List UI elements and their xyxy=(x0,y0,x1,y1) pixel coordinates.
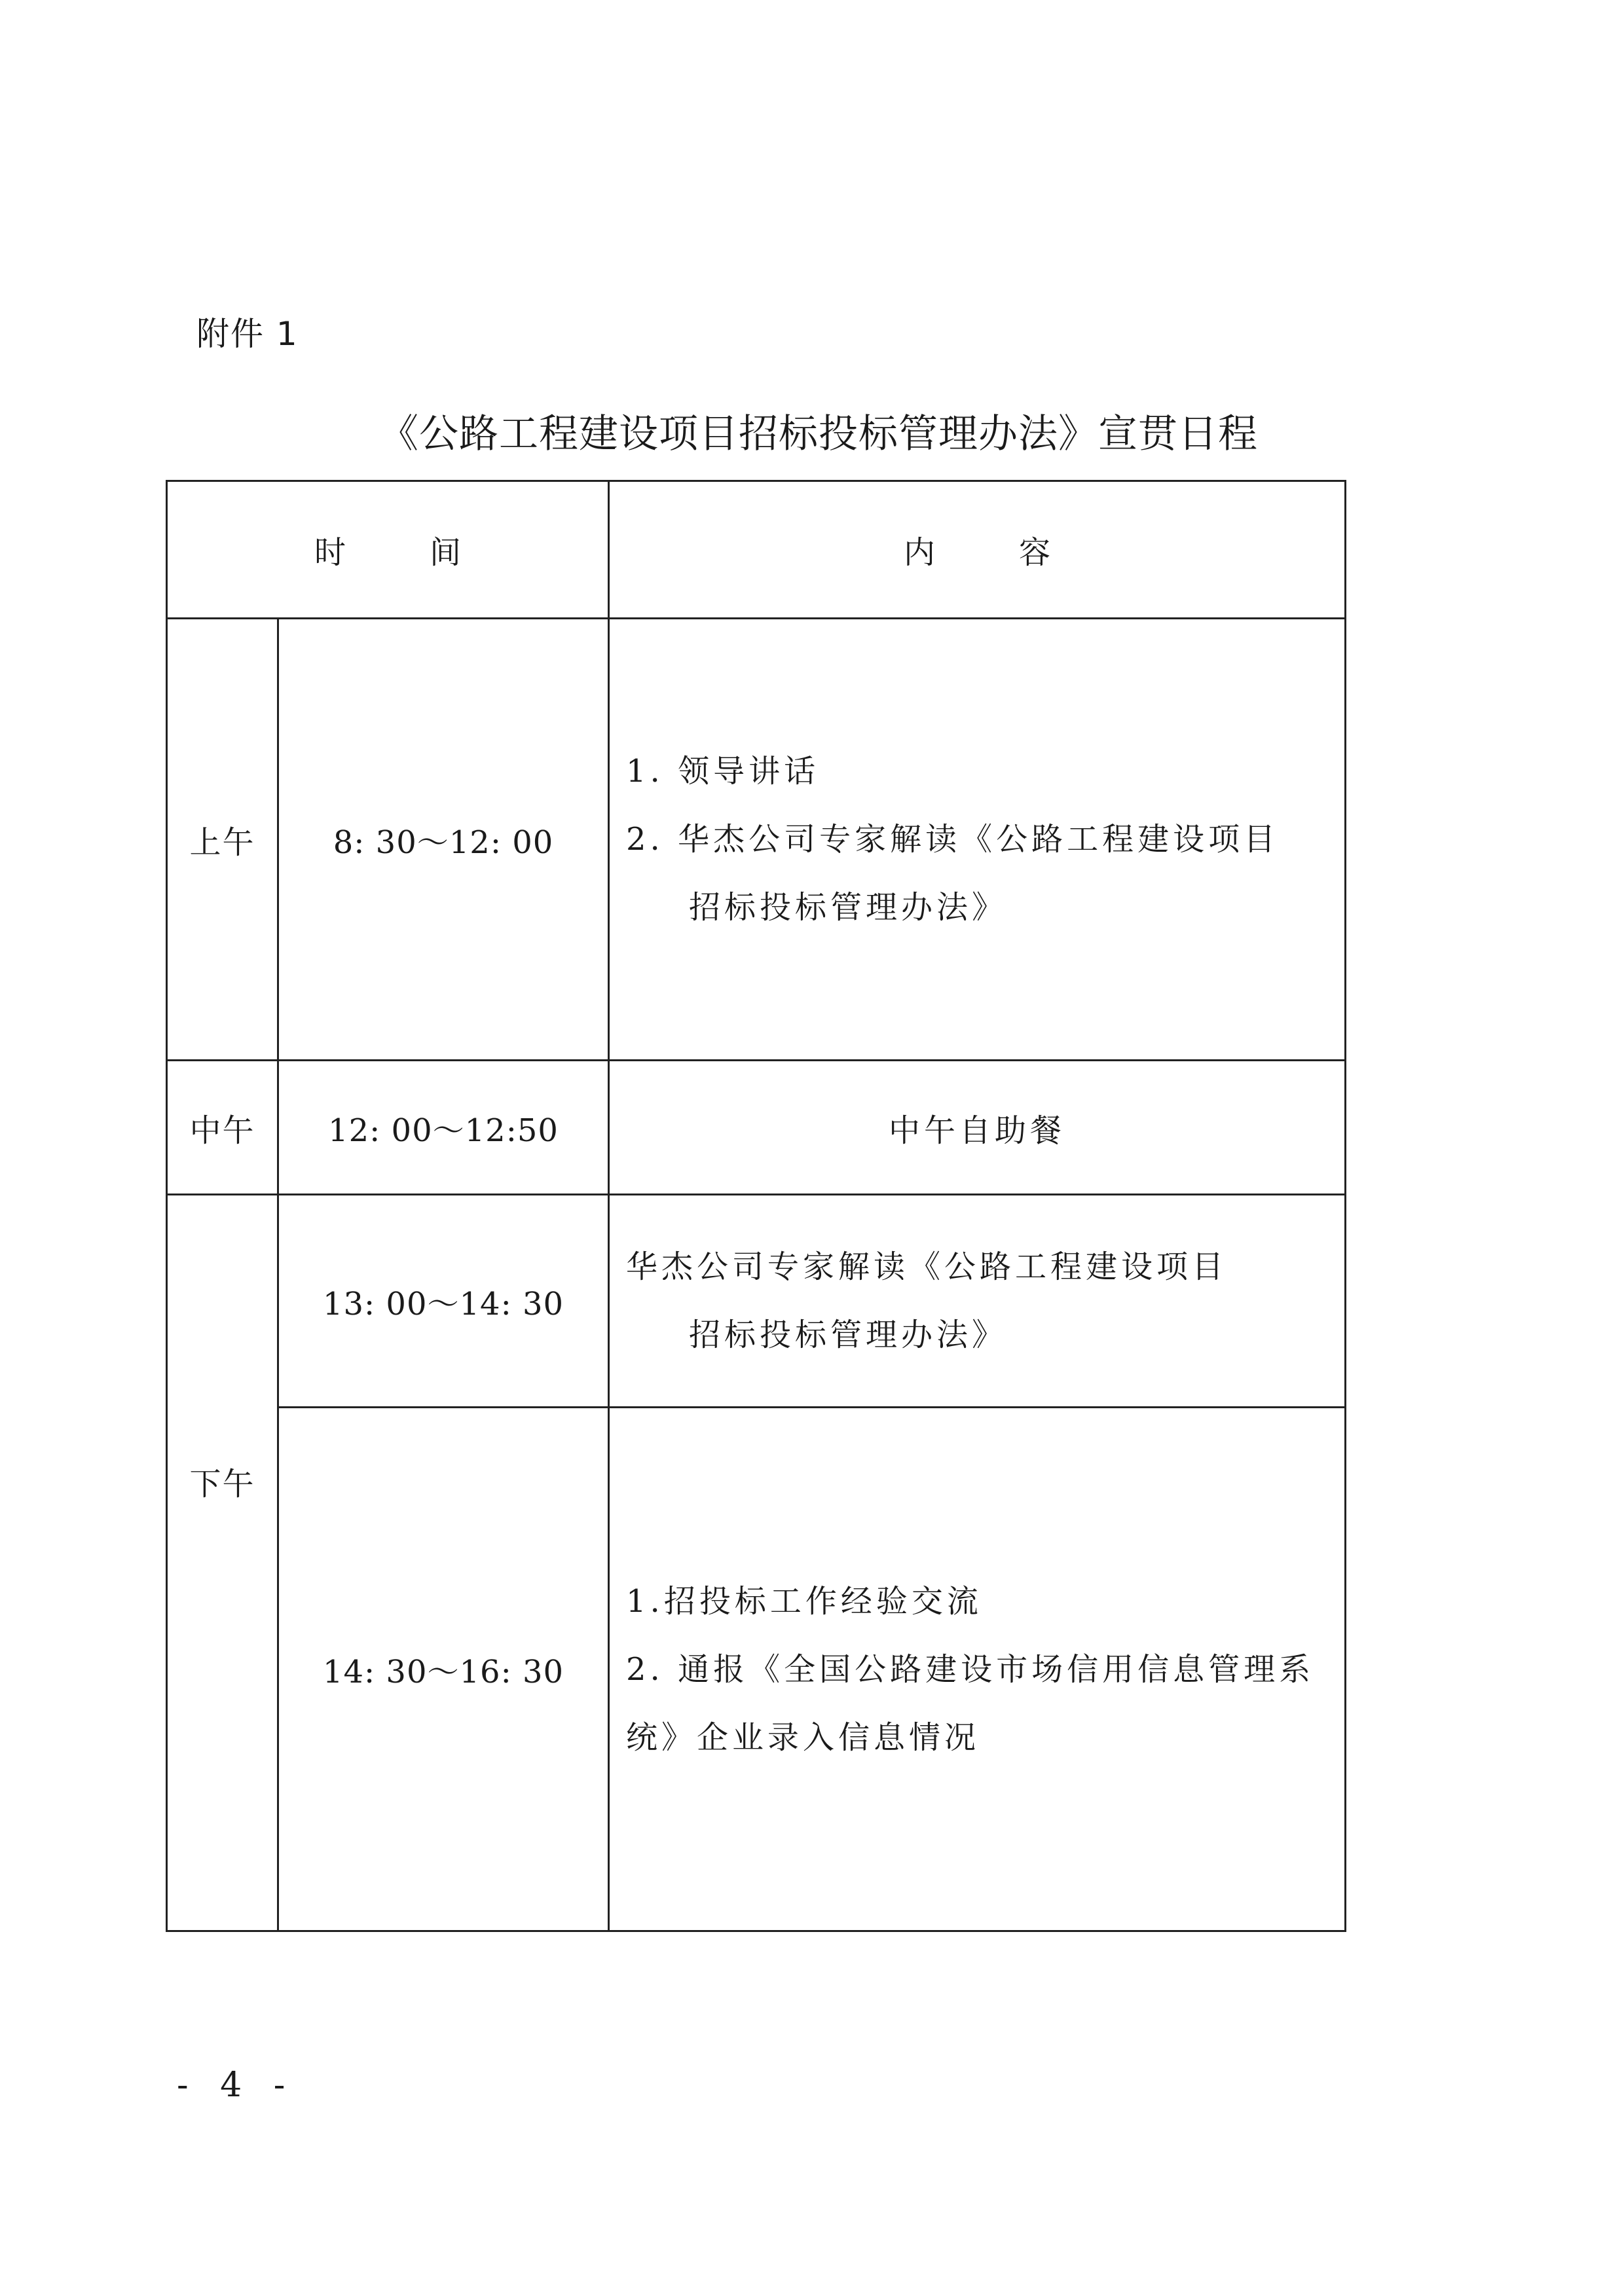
afternoon-1-item-1-cont: 招标投标管理办法》 xyxy=(689,1317,1008,1353)
period-morning: 上午 xyxy=(167,619,278,1061)
page-number: - 4 - xyxy=(177,2066,296,2105)
time-morning: 8: 30～12: 00 xyxy=(278,619,609,1061)
afternoon-2-item-1: 1.招投标工作经验交流 xyxy=(626,1582,982,1620)
afternoon-2-item-2-cont: 统》企业录入信息情况 xyxy=(626,1719,980,1756)
time-afternoon-2: 14: 30～16: 30 xyxy=(278,1408,609,1931)
header-time: 时 间 xyxy=(167,481,609,619)
content-noon: 中午自助餐 xyxy=(609,1061,1346,1195)
time-afternoon-1: 13: 00～14: 30 xyxy=(278,1195,609,1408)
morning-item-1: 1. 领导讲话 xyxy=(626,753,820,790)
time-noon: 12: 00～12:50 xyxy=(278,1061,609,1195)
morning-item-2: 2. 华杰公司专家解读《公路工程建设项目 xyxy=(626,821,1280,858)
table-row-afternoon-1 xyxy=(167,1195,1346,1408)
header-content: 内 容 xyxy=(609,481,1346,619)
period-noon: 中午 xyxy=(167,1061,278,1195)
table-row-noon xyxy=(167,1061,1346,1195)
content-morning xyxy=(609,619,1346,1061)
table-row-morning xyxy=(167,619,1346,1061)
table-row-afternoon-2 xyxy=(167,1408,1346,1931)
content-afternoon-2 xyxy=(609,1408,1346,1931)
afternoon-2-item-2: 2. 通报《全国公路建设市场信用信息管理系 xyxy=(626,1650,1315,1688)
afternoon-1-item-1: 华杰公司专家解读《公路工程建设项目 xyxy=(626,1248,1228,1285)
period-afternoon: 下午 xyxy=(167,1195,278,1931)
attachment-label: 附件 1 xyxy=(196,315,299,353)
document-title: 《公路工程建设项目招标投标管理办法》宣贯日程 xyxy=(379,411,1258,457)
schedule-table xyxy=(166,480,1346,1932)
morning-item-2-cont: 招标投标管理办法》 xyxy=(689,889,1008,926)
table-header-row xyxy=(167,481,1346,619)
content-afternoon-1 xyxy=(609,1195,1346,1408)
